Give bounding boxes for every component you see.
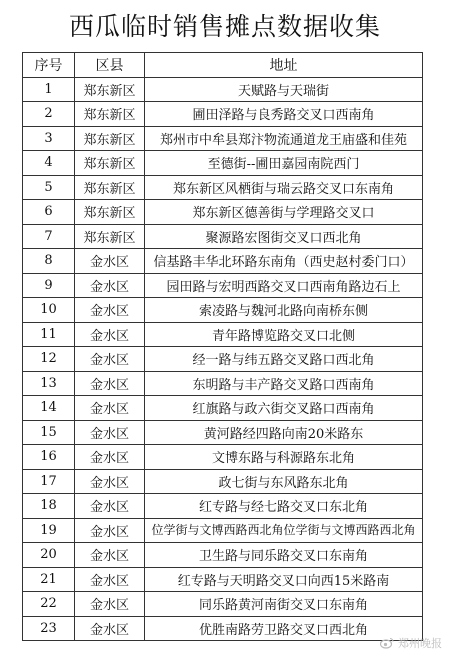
cell-index: 5 xyxy=(23,175,75,200)
cell-district: 金水区 xyxy=(75,249,145,274)
table-row xyxy=(23,126,423,151)
table-row xyxy=(23,224,423,249)
table-row xyxy=(23,518,423,543)
cell-index: 7 xyxy=(23,224,75,249)
cell-index: 11 xyxy=(23,322,75,347)
table-row xyxy=(23,298,423,323)
cell-address: 政七街与东风路东北角 xyxy=(145,469,423,494)
table-row xyxy=(23,396,423,421)
cell-district: 郑东新区 xyxy=(75,102,145,127)
cell-index: 3 xyxy=(23,126,75,151)
cell-address: 圃田泽路与良秀路交叉口西南角 xyxy=(145,102,423,127)
cell-district: 郑东新区 xyxy=(75,175,145,200)
table-row xyxy=(23,77,423,102)
watermark-text: 郑州晚报 xyxy=(398,637,442,650)
cell-index: 22 xyxy=(23,592,75,617)
table-row xyxy=(23,200,423,225)
cell-index: 9 xyxy=(23,273,75,298)
cell-index: 12 xyxy=(23,347,75,372)
cell-index: 19 xyxy=(23,518,75,543)
cell-address: 红旗路与政六街交叉路口西南角 xyxy=(145,396,423,421)
cell-address: 东明路与丰产路交叉路口西南角 xyxy=(145,371,423,396)
table-row xyxy=(23,445,423,470)
weibo-icon xyxy=(380,637,394,649)
table-row xyxy=(23,322,423,347)
cell-address: 郑州市中牟县郑汴物流通道龙王庙盛和佳苑 xyxy=(145,126,423,151)
cell-address: 经一路与纬五路交叉路口西北角 xyxy=(145,347,423,372)
cell-address: 郑东新区风栖街与瑞云路交叉口东南角 xyxy=(145,175,423,200)
cell-district: 金水区 xyxy=(75,371,145,396)
cell-index: 20 xyxy=(23,543,75,568)
table-row xyxy=(23,102,423,127)
cell-address: 索凌路与魏河北路向南桥东侧 xyxy=(145,298,423,323)
cell-index: 4 xyxy=(23,151,75,176)
cell-district: 金水区 xyxy=(75,420,145,445)
table-row xyxy=(23,273,423,298)
cell-index: 1 xyxy=(23,77,75,102)
cell-address: 青年路博览路交叉口北侧 xyxy=(145,322,423,347)
page-title: 西瓜临时销售摊点数据收集 xyxy=(68,12,381,41)
cell-address: 聚源路宏图街交叉口西北角 xyxy=(145,224,423,249)
cell-district: 金水区 xyxy=(75,592,145,617)
cell-index: 15 xyxy=(23,420,75,445)
table-row xyxy=(23,469,423,494)
cell-index: 2 xyxy=(23,102,75,127)
cell-address: 园田路与宏明西路交叉口西南角路边石上 xyxy=(145,273,423,298)
table-header-row xyxy=(23,53,423,78)
table-row xyxy=(23,175,423,200)
cell-district: 金水区 xyxy=(75,273,145,298)
cell-district: 金水区 xyxy=(75,543,145,568)
cell-address: 至德街--圃田嘉园南院西门 xyxy=(145,151,423,176)
cell-address: 位学街与文博西路西北角位学街与文博西路西北角 xyxy=(145,518,423,543)
cell-index: 8 xyxy=(23,249,75,274)
cell-address: 黄河路经四路向南20米路东 xyxy=(145,420,423,445)
cell-district: 金水区 xyxy=(75,396,145,421)
cell-index: 21 xyxy=(23,567,75,592)
cell-index: 10 xyxy=(23,298,75,323)
cell-index: 18 xyxy=(23,494,75,519)
column-header-index: 序号 xyxy=(23,53,75,78)
cell-address: 信基路丰华北环路东南角（西史赵村委门口） xyxy=(145,249,423,274)
cell-district: 金水区 xyxy=(75,347,145,372)
cell-address: 卫生路与同乐路交叉口东南角 xyxy=(145,543,423,568)
table-row xyxy=(23,249,423,274)
cell-index: 6 xyxy=(23,200,75,225)
cell-district: 金水区 xyxy=(75,494,145,519)
cell-address: 红专路与天明路交叉口向西15米路南 xyxy=(145,567,423,592)
table-row xyxy=(23,616,423,641)
cell-district: 金水区 xyxy=(75,322,145,347)
table-row xyxy=(23,494,423,519)
cell-district: 金水区 xyxy=(75,616,145,641)
cell-district: 金水区 xyxy=(75,445,145,470)
column-header-district: 区县 xyxy=(75,53,145,78)
cell-index: 23 xyxy=(23,616,75,641)
table-row xyxy=(23,592,423,617)
cell-index: 14 xyxy=(23,396,75,421)
table-row xyxy=(23,371,423,396)
cell-district: 郑东新区 xyxy=(75,200,145,225)
table-row xyxy=(23,543,423,568)
cell-district: 金水区 xyxy=(75,298,145,323)
table-row xyxy=(23,347,423,372)
cell-address: 文博东路与科源路东北角 xyxy=(145,445,423,470)
cell-address: 同乐路黄河南街交叉口东南角 xyxy=(145,592,423,617)
cell-district: 郑东新区 xyxy=(75,151,145,176)
cell-address: 郑东新区德善街与学理路交叉口 xyxy=(145,200,423,225)
cell-index: 13 xyxy=(23,371,75,396)
cell-district: 金水区 xyxy=(75,469,145,494)
cell-district: 郑东新区 xyxy=(75,77,145,102)
cell-address: 天赋路与天瑞街 xyxy=(145,77,423,102)
table-row xyxy=(23,151,423,176)
cell-district: 郑东新区 xyxy=(75,126,145,151)
table-row xyxy=(23,567,423,592)
column-header-address: 地址 xyxy=(145,53,423,78)
data-table xyxy=(22,52,423,641)
watermark xyxy=(380,635,442,651)
cell-index: 16 xyxy=(23,445,75,470)
cell-district: 金水区 xyxy=(75,518,145,543)
cell-address: 优胜南路劳卫路交叉口西北角 xyxy=(145,616,423,641)
table-body xyxy=(23,77,423,641)
table-row xyxy=(23,420,423,445)
cell-address: 红专路与经七路交叉口东北角 xyxy=(145,494,423,519)
cell-district: 金水区 xyxy=(75,567,145,592)
cell-index: 17 xyxy=(23,469,75,494)
cell-district: 郑东新区 xyxy=(75,224,145,249)
